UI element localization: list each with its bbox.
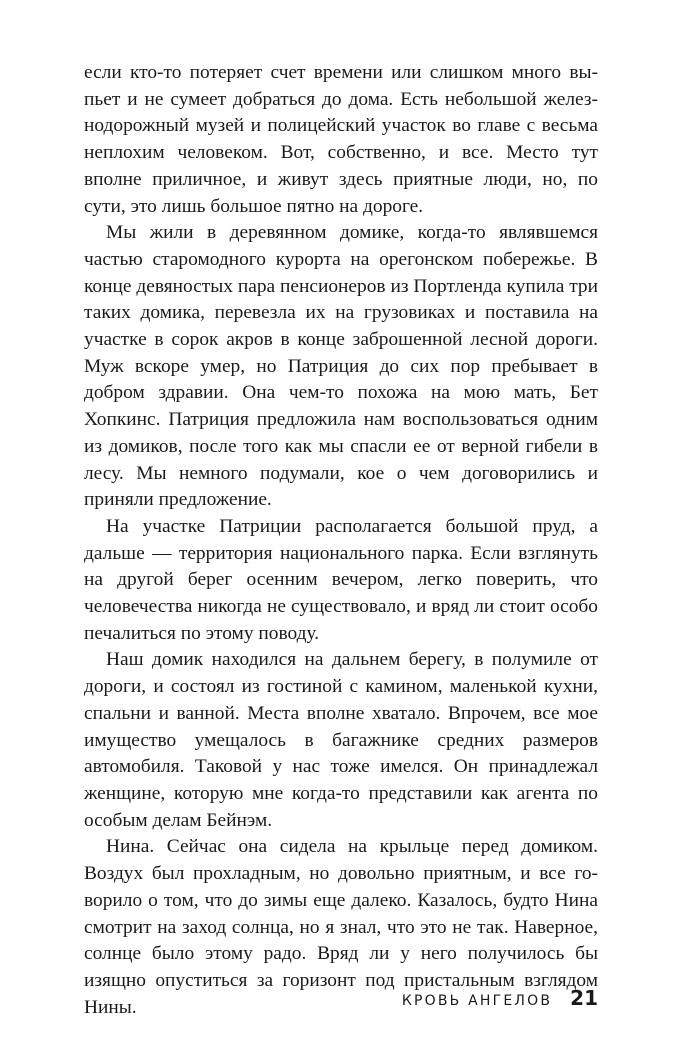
paragraph-3: На участке Патриции располагается большой пруд, а дальше — территория национального парка. Если взглянуть на другой берег осенним вечером, легко поверить, что человечества никогда не существовало, и вряд ли стоит особо печалиться по этому поводу. [84, 515, 598, 644]
paragraph-1: если кто-то потеряет счет времени или слишком много выпьет и не сумеет добраться до дома. Есть небольшой железнодорожный музей и полицейский участок во главе с весьма неплохим человеком. Вот, собственно, и все. Место тут вполне приличное, и живут здесь приятные люди, но, по сути, это лишь большое пятно на дороге. [84, 62, 598, 217]
running-title: КРОВЬ АНГЕЛОВ [401, 993, 553, 1009]
paragraph-2: Мы жили в деревянном домике, когда-то являвшемся частью старомодного курорта на орегонском побережье. В конце девяностых пара пенсионеров из Портленда купила три таких домика, перевезла их на грузовиках и поставила на участке в сорок акров в конце заброшенной лесной дороги. Муж вскоре умер, но Патриция до сих пор пребывает в добром здравии. Она чем-то похожа на мою мать, Бет Хопкинс. Патриция предложила нам воспользоваться одним из домиков, после того как мы спасли ее от верной гибели в лесу. Мы немного подумали, кое о чем договорились и приняли предложение. [84, 222, 598, 511]
book-page-body [84, 60, 598, 1021]
paragraph-4: Наш домик находился на дальнем берегу, в полумиле от дороги, и состоял из гостиной с камином, маленькой кухни, спальни и ванной. Места вполне хватало. Впрочем, все мое имущество умещалось в багажнике средних размеров автомобиля. Таковой у нас тоже имелся. Он принадлежал женщине, которую мне когда-то представили как агента по особым делам Бейнэм. [84, 649, 598, 831]
page-footer [300, 986, 598, 1016]
page-number: 21 [570, 986, 598, 1010]
paragraph-5: Нина. Сейчас она сидела на крыльце перед домиком. Воздух был прохладным, но довольно приятным, и все говорило о том, что до зимы еще далеко. Казалось, будто Нина смотрит на заход солнца, но я знал, что это не так. Наверное, солнце было этому радо. Вряд ли у него получилось бы изящно опуститься за горизонт под пристальным взглядом Нины. [84, 836, 598, 1018]
